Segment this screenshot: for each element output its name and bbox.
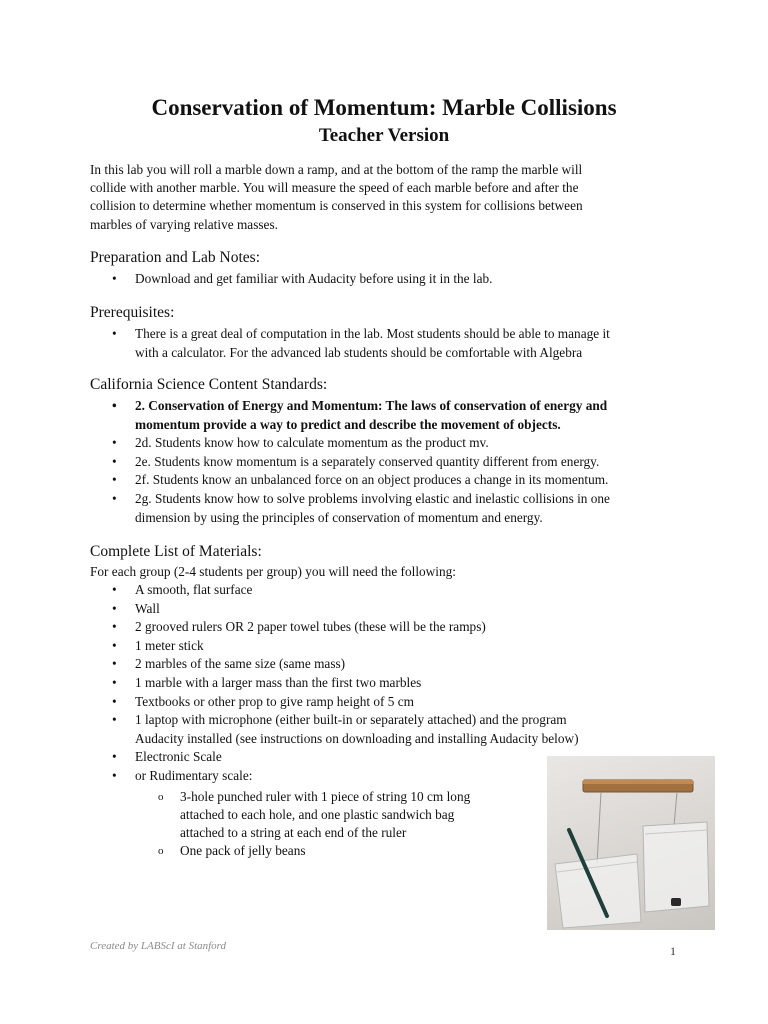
list-item: • There is a great deal of computation in the lab. Most students should be able to manage it [90, 325, 690, 344]
standards-heading: California Science Content Standards: [90, 376, 328, 393]
list-item: • 2 marbles of the same size (same mass) [90, 655, 690, 674]
list-item: • Download and get familiar with Audacity before using it in the lab. [90, 270, 690, 289]
intro-line: marbles of varying relative masses. [90, 216, 278, 232]
list-item: • Textbooks or other prop to give ramp height of 5 cm [90, 693, 690, 712]
prereq-heading: Prerequisites: [90, 304, 175, 321]
materials-heading: Complete List of Materials: [90, 543, 262, 560]
list-item: • 2 grooved rulers OR 2 paper towel tubes (these will be the ramps) [90, 618, 690, 637]
list-item: • 2g. Students know how to solve problems involving elastic and inelastic collisions in one [90, 490, 690, 509]
intro-line: collide with another marble. You will measure the speed of each marble before and after the [90, 180, 579, 196]
list-item: • or Rudimentary scale: [90, 767, 690, 786]
list-item: • 2. Conservation of Energy and Momentum: The laws of conservation of energy and [90, 397, 690, 416]
intro-paragraph [90, 161, 680, 234]
list-item-continuation: dimension by using the principles of conservation of momentum and energy. [135, 509, 543, 525]
page-number: 1 [670, 944, 676, 958]
list-item: • Wall [90, 600, 690, 619]
list-item-continuation: with a calculator. For the advanced lab students should be comfortable with Algebra [135, 344, 583, 360]
intro-line: In this lab you will roll a marble down a ramp, and at the bottom of the ramp the marble will [90, 162, 583, 177]
scale-illustration [547, 756, 715, 930]
list-item: • A smooth, flat surface [90, 581, 690, 600]
sub-list-item-continuation: attached to a string at each end of the ruler [180, 825, 407, 840]
list-item-continuation: Audacity installed (see instructions on downloading and installing Audacity below) [135, 730, 579, 746]
page-title: Conservation of Momentum: Marble Collisions [151, 95, 617, 120]
list-item: • Electronic Scale [90, 748, 690, 767]
materials-list [90, 581, 690, 786]
sub-list-item-continuation: attached to each hole, and one plastic sandwich bag [180, 807, 455, 822]
intro-line: collision to determine whether momentum is conserved in this system for collisions between [90, 198, 583, 214]
materials-sublist [90, 788, 530, 860]
materials-lead: For each group (2-4 students per group) you will need the following: [90, 564, 456, 579]
list-item: • 1 meter stick [90, 637, 690, 656]
prep-heading: Preparation and Lab Notes: [90, 249, 261, 266]
standards-list [90, 397, 690, 527]
sub-list-item: o One pack of jelly beans [90, 842, 530, 860]
list-item-continuation: momentum provide a way to predict and describe the movement of objects. [135, 416, 561, 432]
page-subtitle: Teacher Version [318, 125, 450, 146]
list-item: • 2f. Students know an unbalanced force on an object produces a change in its momentum. [90, 471, 690, 490]
prereq-list [90, 325, 690, 362]
list-item: • 2e. Students know momentum is a separately conserved quantity different from energy. [90, 453, 690, 472]
list-item: • 2d. Students know how to calculate momentum as the product mv. [90, 434, 690, 453]
footer-credit: Created by LABScI at Stanford [90, 940, 227, 952]
list-item: • 1 marble with a larger mass than the first two marbles [90, 674, 690, 693]
rudimentary-scale-photo [547, 756, 715, 930]
list-item: • 1 laptop with microphone (either built-in or separately attached) and the program [90, 711, 690, 730]
prep-list [90, 270, 690, 289]
sub-list-item: o 3-hole punched ruler with 1 piece of string 10 cm long [90, 788, 530, 806]
